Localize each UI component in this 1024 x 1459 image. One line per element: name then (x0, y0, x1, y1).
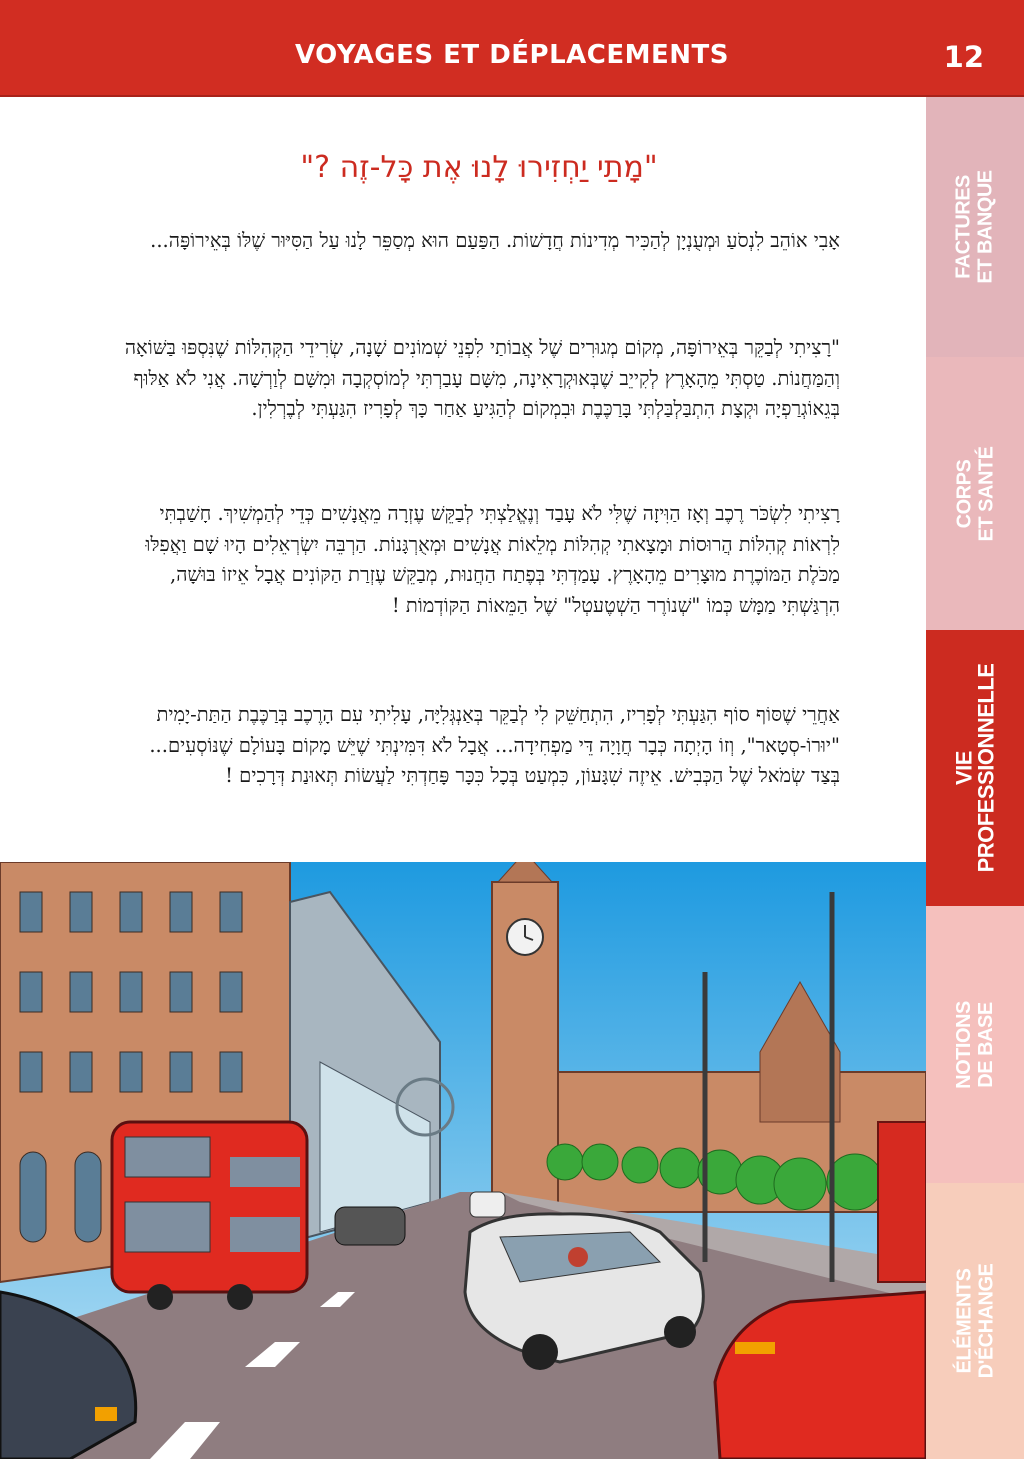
section-tabs (926, 97, 1024, 1459)
tab-label (953, 664, 997, 873)
phone-box (878, 1122, 926, 1282)
tab-label-line: FACTURES (953, 175, 976, 279)
tab-label-line: PROFESSIONNELLE (973, 663, 999, 873)
tab-label (953, 446, 997, 541)
section-title (0, 40, 1024, 70)
london-street-illustration (0, 862, 926, 1459)
tab-factures-et-banque[interactable] (926, 97, 1024, 357)
tab-label-line: ET BANQUE (975, 170, 998, 284)
tab-corps-et-sante[interactable] (926, 357, 1024, 630)
tab-label-line: CORPS (953, 459, 975, 528)
red-double-decker-bus (112, 1122, 307, 1310)
tab-label-line: NOTIONS (953, 1000, 975, 1089)
tab-label (953, 1264, 997, 1379)
page-number: 12 (943, 40, 984, 74)
tab-label-line: ET SANTÉ (975, 446, 997, 541)
tab-label-line: VIE (951, 751, 977, 785)
tab-label-line: DE BASE (975, 1001, 997, 1088)
article-paragraph: רָצִיתִי לִשְׂכֹּר רֶכֶב וְאָז הַוִּיזָה שֶׁלִּי לֹא עָבַד וְנֶאֱלַצְתִּי לְבַקֵּשׁ עֶזְרָה מֵאֲנָשִׁים כְּדֵי לְהַמְשִׁיךְ. חָשַׁבְתִּי לִרְאוֹת קְהִלּוֹת הֲרוּסוֹת וּמָצָאתִי קְהִלּוֹת מְלֵאוֹת אֲנָשִׁים וּמְאֻרְגָּנוֹת. הַרְבֵּה יִשְׂרְאֵלִים הָיוּ שָׁם וַאֲפִלּוּ מַכֹּלֶת הַמּוֹכֶרֶת מוּצָרִים מֵהָאָרֶץ. עָמַדְתִּי בְּפֶתַח הַחֲנוּת, מְבַקֵּשׁ עֶזְרַת הַקּוֹנִים אֲבָל אֵיזוֹ בּוּשָׁה, הִרְגַּשְׁתִּי מַמָּשׁ כְּמוֹ "שְׁנוֹרֶר הַשְׁטֶעטְל" שֶׁל הַמֵּאוֹת הַקּוֹדְמוֹת ! (145, 502, 840, 617)
page-header (0, 0, 1024, 97)
tab-label-line: ÉLÉMENTS (953, 1268, 975, 1374)
article-paragraph: אַחֲרֵי שֶׁסּוֹף סוֹף הִגַּעְתִּי לְפָרִיז, הִתְחַשֵּׁק לִי לְבַקֵּר בְּאַנְגְּלִיָּה, עָלִיתִי עִם הָרֶכֶב בְּרַכֶּבֶת הַתַּת-יָמִית "יוּרוֹ-סְטָאר", וְזוֹ הָיְתָה כְּבָר חֲוָיָה דֵּי מַפְחִידָה... אֲבָל לֹא דִּמִּינְתִּי שֶׁיֵּשׁ מָקוֹם בָּעוֹלָם שֶׁנּוֹסְעִים... בְּצַד שְׂמֹאל שֶׁל הַכְּבִישׁ. אֵיזֶה שִׁגָּעוֹן, כִּמְעַט בְּכָל כִּכָּר פָּחַדְתִּי לַעֲשׂוֹת תְּאוּנַת דְּרָכִים ! (149, 703, 840, 787)
tab-vie-professionnelle[interactable] (926, 630, 1024, 906)
tab-label (953, 170, 997, 283)
article-paragraph: אָבִי אוֹהֵב לִנְסֹעַ וּמְעֻנְיָן לְהַכִּיר מְדִינוֹת חֲדָשׁוֹת. הַפַּעַם הוּא מְסַפֵּר לָנוּ עַל הַסִּיּוּר שֶׁלּוֹ בְּאֵירוֹפָּה... (150, 229, 840, 252)
tab-elements-d-echange[interactable] (926, 1183, 1024, 1459)
tab-label (953, 1001, 997, 1089)
tab-label-line: D'ÉCHANGE (975, 1263, 997, 1379)
article-paragraph: "רָצִיתִי לְבַקֵּר בְּאֵירוֹפָּה, מְקוֹם מְגוּרִים שֶׁל אֲבוֹתַי לִפְנֵי שְׁמוֹנִים שָׁנָה, שְׂרִידֵי הַקְּהִלּוֹת שֶׁנִּסְפּוּ בַּשּׁוֹאָה וְהַמַּחֲנוֹת. טַסְתִּי מֵהָאָרֶץ לְקִייֵב שֶׁבְּאוּקְרָאִינָה, מִשָּׁם עָבַרְתִּי לְמוֹסְקְבָה וּמִשָּׁם לְוַרְשָׁה. אֲנִי לֹא אַלּוּף בְּגֵאוֹגְרַפְיָה וּקְצָת הִתְבַּלְבַּלְתִּי בָּרַכֶּבֶת וּבִמְקוֹם לְהַגִּיעַ אַחַר כָּךְ לְפָרִיז הִגַּעְתִּי לְבֶרְלִין. (124, 336, 840, 420)
article-title: "מָתַי יַחְזִירוּ לָנוּ אֶת כָּל-זֶה ?" (300, 150, 658, 185)
section-title-text: VOYAGES ET DÉPLACEMENTS (294, 40, 729, 70)
tab-notions-de-base[interactable] (926, 906, 1024, 1183)
